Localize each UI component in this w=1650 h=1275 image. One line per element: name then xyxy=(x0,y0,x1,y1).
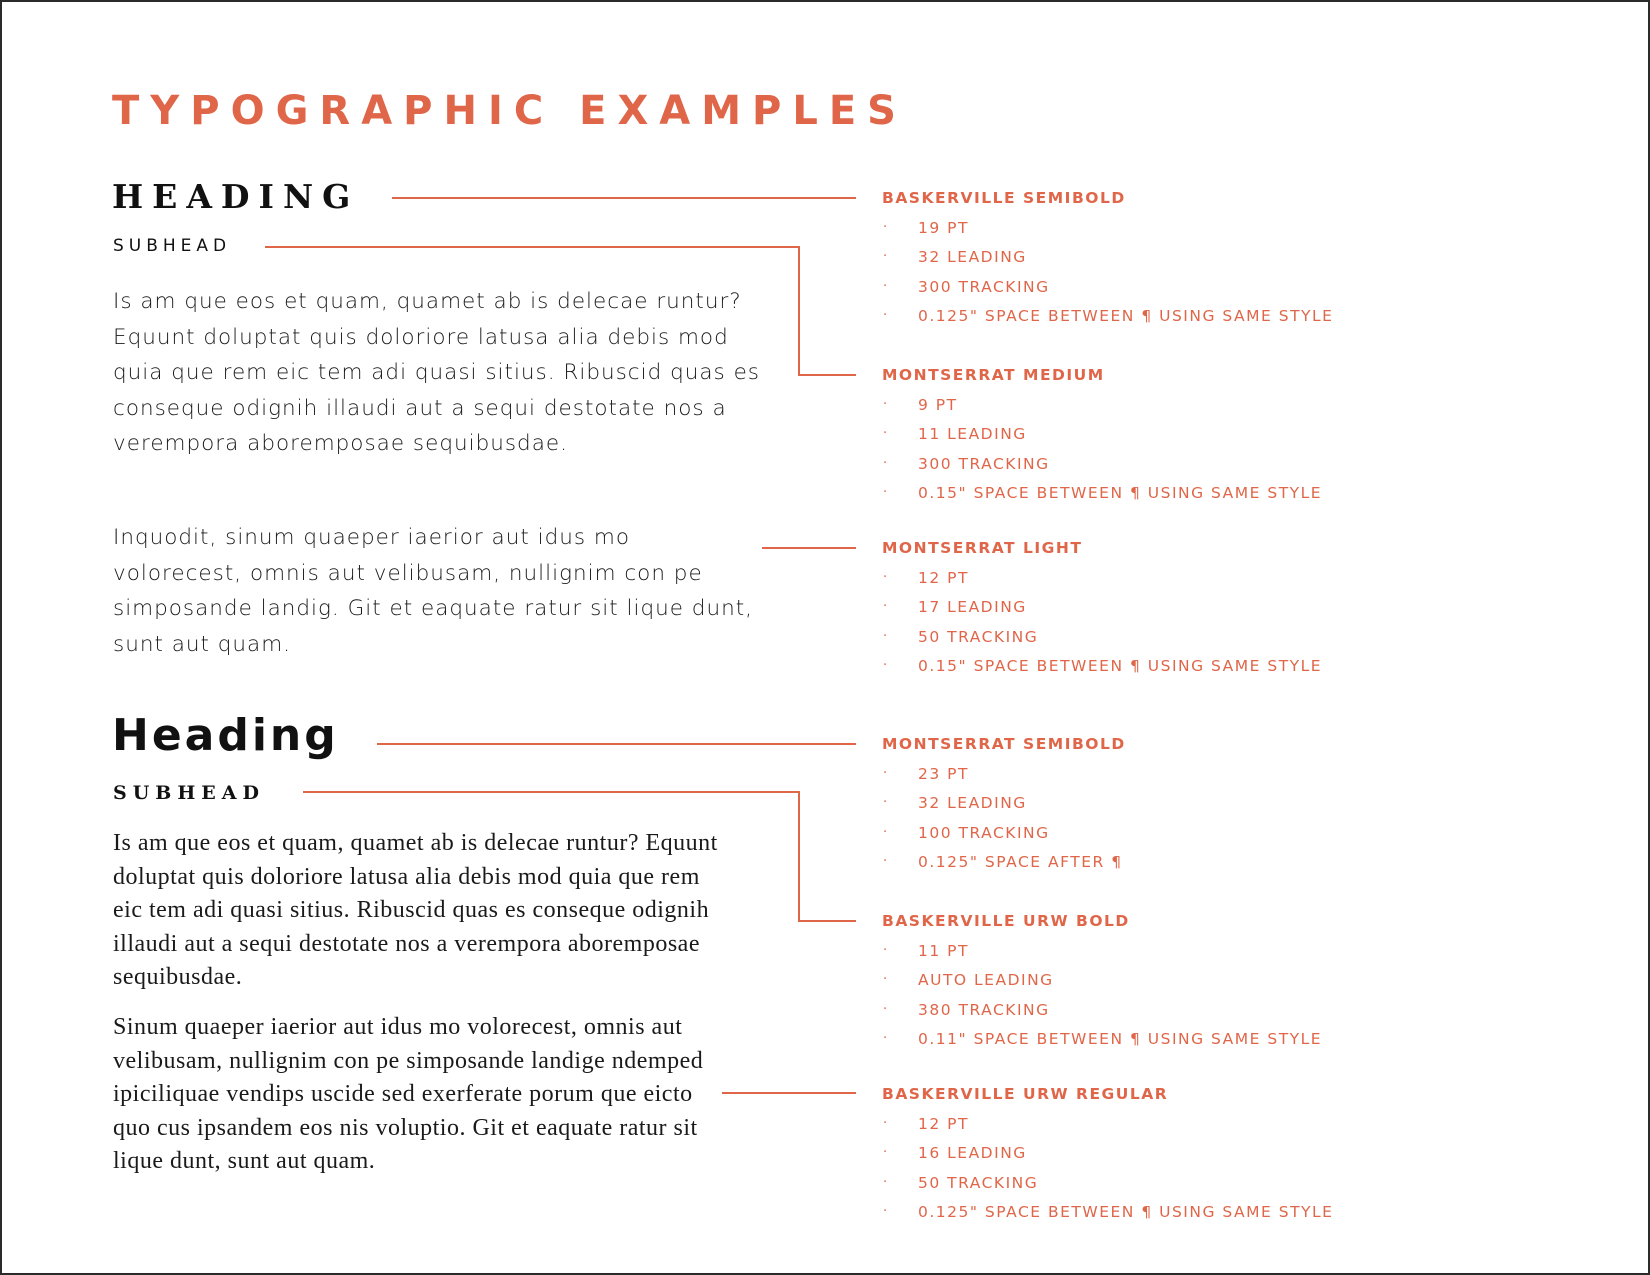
spec-item: · 0.15" SPACE BETWEEN ¶ USING SAME STYLE xyxy=(883,657,1323,675)
spec-item: · 9 PT xyxy=(883,395,958,414)
bullet-icon: · xyxy=(883,599,889,614)
spec-item: · 300 TRACKING xyxy=(883,277,1050,296)
spec-item: · 16 LEADING xyxy=(883,1144,1027,1162)
bullet-icon: · xyxy=(883,426,889,441)
spec-block xyxy=(882,911,1642,1049)
spec-list xyxy=(882,764,1642,873)
connector-line-subhead-2-h xyxy=(303,791,800,793)
example-paragraph-serif-1: Is am que eos et quam, quamet ab is delecae runtur? Equunt doluptat quis doloriore latusa alia debis mod quia que rem eic tem adi quasi sitius. Ribuscid quas es conseque odignih illaudi aut a sequi destotate nos a verempora aboremposae sequibusdae. xyxy=(113,830,718,990)
spec-list xyxy=(882,1114,1642,1223)
example-paragraph-sans-2: Inquodit, sinum quaeper iaerior aut idus mo volorecest, omnis aut velibusam, nullignim con pe simposande landig. Git et eaquate ratur sit lique dunt, sunt aut quam. xyxy=(113,525,753,657)
example-paragraph-sans-1: Is am que eos et quam, quamet ab is delecae runtur? Equunt doluptat quis doloriore latusa alia debis mod quia que rem eic tem adi quasi sitius. Ribuscid quas es conseque odignih illaudi aut a sequi destotate nos a verempora aboremposae sequibusdae. xyxy=(113,289,760,456)
spec-item: · 11 PT xyxy=(883,941,969,960)
bullet-icon: · xyxy=(883,485,889,500)
example-subhead-sans: SUBHEAD xyxy=(113,236,232,256)
spec-item: · 0.11" SPACE BETWEEN ¶ USING SAME STYLE xyxy=(883,1030,1323,1048)
example-paragraph-serif-2: Sinum quaeper iaerior aut idus mo volorecest, omnis aut velibusam, nullignim con pe simposande landige ndemped ipiciliquae vendips uscide sed exerferate porum que eicto quo cus ipsandem eos nis voluptio. Git et eaquate ratur sit lique dunt, sunt aut quam. xyxy=(113,1014,704,1174)
spec-block xyxy=(882,538,1642,676)
connector-line-body-1 xyxy=(762,547,856,549)
spec-item: · 0.15" SPACE BETWEEN ¶ USING SAME STYLE xyxy=(883,484,1323,502)
connector-line-heading-1 xyxy=(392,197,856,199)
spec-block xyxy=(882,734,1642,872)
spec-item: · 0.125" SPACE BETWEEN ¶ USING SAME STYLE xyxy=(883,1203,1334,1221)
page-title: TYPOGRAPHIC EXAMPLES xyxy=(112,88,907,134)
example-subhead-serif: SUBHEAD xyxy=(113,782,266,804)
example-heading-serif: HEADING xyxy=(112,177,360,216)
bullet-icon: · xyxy=(883,658,889,673)
bullet-icon: · xyxy=(883,1115,889,1131)
spec-list xyxy=(882,568,1642,677)
bullet-icon: · xyxy=(883,1001,889,1017)
connector-line-subhead-1-end xyxy=(798,374,856,376)
bullet-icon: · xyxy=(883,765,889,781)
spec-font-name: BASKERVILLE URW BOLD xyxy=(882,912,1130,930)
spec-item: · 0.125" SPACE AFTER ¶ xyxy=(883,853,1123,871)
bullet-icon: · xyxy=(883,1204,889,1219)
spec-item: · 50 TRACKING xyxy=(883,627,1039,646)
spec-font-name: BASKERVILLE SEMIBOLD xyxy=(882,189,1126,207)
spec-font-name: MONTSERRAT LIGHT xyxy=(882,539,1083,557)
example-heading-sans: Heading xyxy=(112,710,339,761)
spec-list xyxy=(882,218,1642,327)
bullet-icon: · xyxy=(883,1174,889,1190)
bullet-icon: · xyxy=(883,795,889,810)
spec-item: · 32 LEADING xyxy=(883,248,1027,266)
spec-list xyxy=(882,395,1642,504)
connector-line-subhead-1-v xyxy=(798,246,800,376)
spec-item: · 23 PT xyxy=(883,764,969,783)
spec-item: · AUTO LEADING xyxy=(883,971,1054,989)
spec-item: · 19 PT xyxy=(883,218,969,237)
bullet-icon: · xyxy=(883,396,889,412)
spec-list xyxy=(882,941,1642,1050)
bullet-icon: · xyxy=(883,942,889,958)
bullet-icon: · xyxy=(883,249,889,264)
connector-line-subhead-2-end xyxy=(798,920,856,922)
spec-block xyxy=(882,1084,1642,1222)
spec-item: · 50 TRACKING xyxy=(883,1173,1039,1192)
bullet-icon: · xyxy=(883,972,889,987)
bullet-icon: · xyxy=(883,455,889,471)
spec-item: · 32 LEADING xyxy=(883,794,1027,812)
bullet-icon: · xyxy=(883,219,889,235)
connector-line-subhead-2-v xyxy=(798,791,800,922)
spec-item: · 0.125" SPACE BETWEEN ¶ USING SAME STYLE xyxy=(883,307,1334,325)
connector-line-body-2 xyxy=(722,1092,856,1094)
spec-item: · 300 TRACKING xyxy=(883,454,1050,473)
bullet-icon: · xyxy=(883,824,889,840)
connector-line-subhead-1-h xyxy=(265,246,800,248)
spec-block xyxy=(882,188,1642,326)
spec-item: · 12 PT xyxy=(883,1114,969,1133)
bullet-icon: · xyxy=(883,569,889,585)
bullet-icon: · xyxy=(883,1145,889,1160)
bullet-icon: · xyxy=(883,628,889,644)
spec-item: · 17 LEADING xyxy=(883,598,1027,616)
bullet-icon: · xyxy=(883,308,889,323)
spec-item: · 380 TRACKING xyxy=(883,1000,1050,1019)
connector-line-heading-2 xyxy=(377,743,856,745)
spec-item: · 11 LEADING xyxy=(883,425,1027,443)
spec-font-name: BASKERVILLE URW REGULAR xyxy=(882,1085,1169,1103)
bullet-icon: · xyxy=(883,278,889,294)
spec-item: · 12 PT xyxy=(883,568,969,587)
spec-font-name: MONTSERRAT MEDIUM xyxy=(882,366,1105,384)
bullet-icon: · xyxy=(883,854,889,869)
spec-font-name: MONTSERRAT SEMIBOLD xyxy=(882,735,1126,753)
bullet-icon: · xyxy=(883,1031,889,1046)
spec-item: · 100 TRACKING xyxy=(883,823,1050,842)
spec-block xyxy=(882,365,1642,503)
